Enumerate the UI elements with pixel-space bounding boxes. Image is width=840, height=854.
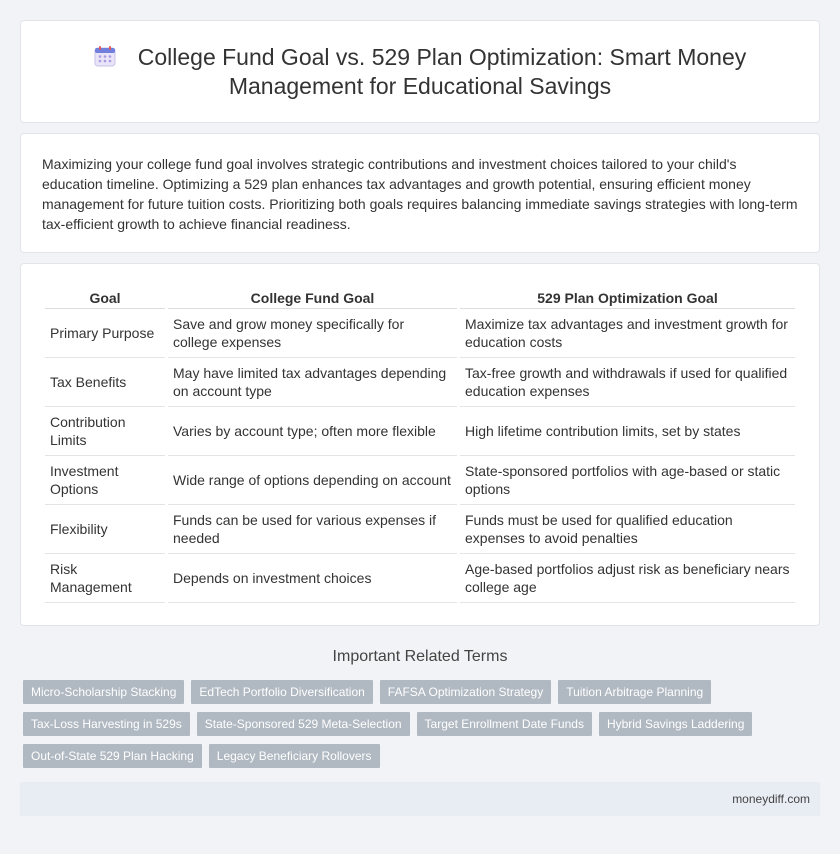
529-plan-cell: Maximize tax advantages and investment growth for education costs (460, 309, 795, 358)
comparison-table (42, 284, 798, 603)
related-term-tag[interactable]: FAFSA Optimization Strategy (380, 680, 551, 704)
intro-card (20, 133, 820, 253)
column-header-college-fund: College Fund Goal (168, 284, 457, 309)
row-label: Contribution Limits (45, 407, 165, 456)
table-row (45, 505, 795, 554)
related-terms-title: Important Related Terms (332, 648, 508, 665)
page-title (51, 43, 789, 101)
row-label: Investment Options (45, 456, 165, 505)
529-plan-cell: Age-based portfolios adjust risk as beneficiary nears college age (460, 554, 795, 603)
related-term-tag[interactable]: Legacy Beneficiary Rollovers (209, 744, 380, 768)
529-plan-cell: Funds must be used for qualified education expenses to avoid penalties (460, 505, 795, 554)
footer (20, 782, 820, 816)
college-fund-cell: Varies by account type; often more flexible (168, 407, 457, 456)
related-term-tag[interactable]: State-Sponsored 529 Meta-Selection (197, 712, 410, 736)
529-plan-cell: High lifetime contribution limits, set by states (460, 407, 795, 456)
column-header-goal: Goal (45, 284, 165, 309)
related-term-tag[interactable]: Out-of-State 529 Plan Hacking (23, 744, 202, 768)
related-term-tag[interactable]: Tax-Loss Harvesting in 529s (23, 712, 190, 736)
college-fund-cell: Funds can be used for various expenses if needed (168, 505, 457, 554)
529-plan-cell: State-sponsored portfolios with age-based or static options (460, 456, 795, 505)
table-row (45, 407, 795, 456)
related-term-tag[interactable]: Micro-Scholarship Stacking (23, 680, 184, 704)
row-label: Risk Management (45, 554, 165, 603)
row-label: Primary Purpose (45, 309, 165, 358)
college-fund-cell: Save and grow money specifically for college expenses (168, 309, 457, 358)
intro-text: Maximizing your college fund goal involves strategic contributions and investment choices tailored to your child's education timeline. Optimizing a 529 plan enhances tax advantages and growth potential, ensuring efficient money management for future tuition costs. Prioritizing both goals requires balancing immediate savings strategies with long-term tax-efficient growth to achieve financial readiness. (42, 156, 798, 232)
row-label: Tax Benefits (45, 358, 165, 407)
title-card (20, 20, 820, 123)
comparison-card (20, 263, 820, 626)
529-plan-cell: Tax-free growth and withdrawals if used for qualified education expenses (460, 358, 795, 407)
related-term-tag[interactable]: Tuition Arbitrage Planning (558, 680, 711, 704)
footer-site-name[interactable]: moneydiff.com (732, 792, 810, 806)
table-row (45, 358, 795, 407)
related-term-tag[interactable]: EdTech Portfolio Diversification (191, 680, 372, 704)
related-term-tag[interactable]: Target Enrollment Date Funds (417, 712, 592, 736)
table-row (45, 456, 795, 505)
related-terms-tags (20, 680, 820, 768)
related-term-tag[interactable]: Hybrid Savings Laddering (599, 712, 752, 736)
college-fund-cell: Depends on investment choices (168, 554, 457, 603)
college-fund-cell: Wide range of options depending on account (168, 456, 457, 505)
related-terms-section (20, 648, 820, 768)
page-title-text: College Fund Goal vs. 529 Plan Optimization: Smart Money Management for Educational Savings (137, 43, 747, 99)
college-fund-cell: May have limited tax advantages depending on account type (168, 358, 457, 407)
row-label: Flexibility (45, 505, 165, 554)
table-row (45, 309, 795, 358)
calendar-icon (94, 45, 116, 67)
table-header-row (45, 284, 795, 309)
column-header-529-plan: 529 Plan Optimization Goal (460, 284, 795, 309)
table-row (45, 554, 795, 603)
